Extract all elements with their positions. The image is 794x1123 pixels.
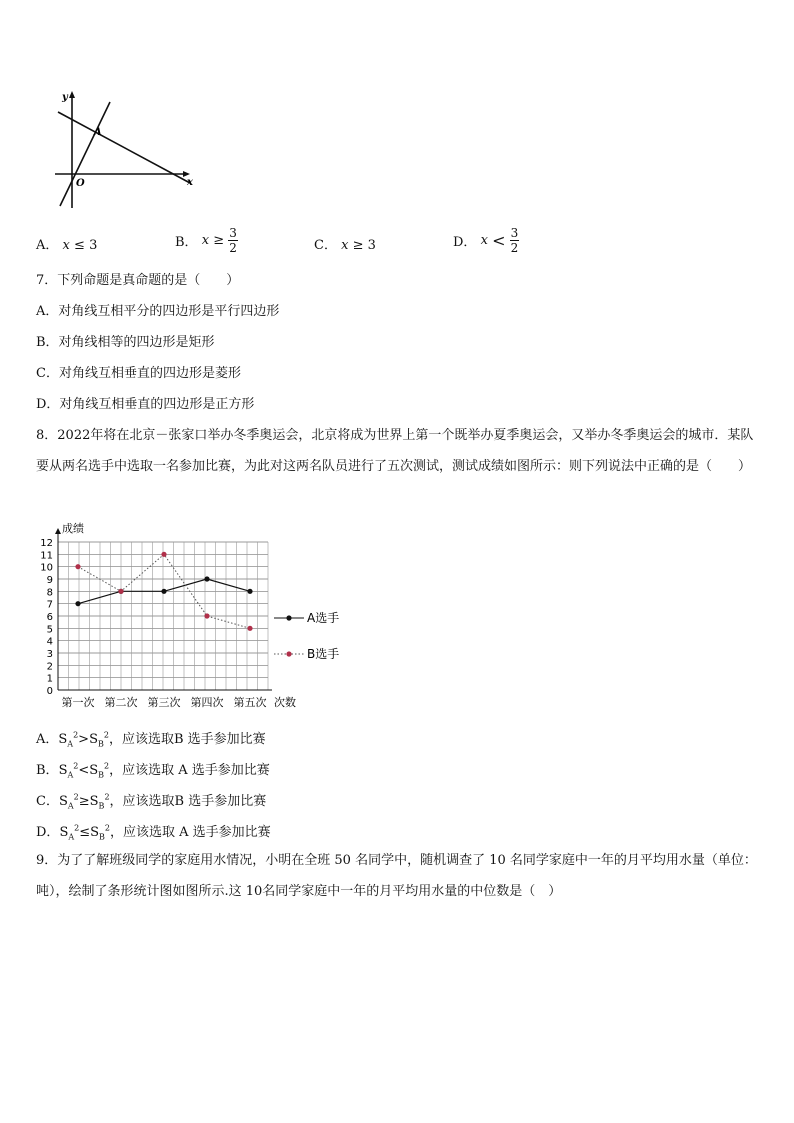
q6-graph: [50, 88, 200, 213]
option-text: ，应该选取B 选手参加比赛: [108, 732, 266, 747]
q6-option-c: [314, 234, 376, 253]
option-letter: D．: [36, 825, 60, 840]
option-letter: B．: [36, 763, 59, 778]
option-text: ，应该选取 A 选手参加比赛: [110, 825, 271, 840]
math-sub: B: [98, 801, 105, 811]
y-axis-label: y: [62, 92, 68, 103]
option-letter: B．: [175, 235, 198, 250]
q6-option-d: [453, 226, 519, 255]
q7-option-b: B．对角线相等的四边形是矩形: [36, 335, 215, 350]
option-letter: A．: [36, 732, 59, 747]
y-tick-label: 0: [46, 686, 53, 697]
math-sup: 2: [73, 792, 79, 802]
origin-label: O: [76, 178, 85, 189]
math-sub: A: [67, 801, 74, 811]
math-rel: ≥: [352, 238, 364, 253]
math-sub: A: [67, 739, 74, 749]
point-a-label: A: [94, 127, 102, 138]
data-point: [204, 613, 209, 618]
option-text: ，应该选取B 选手参加比赛: [109, 794, 267, 809]
math-rel: ≤: [79, 825, 91, 840]
q8-option-a: [36, 728, 266, 749]
q8-option-b: [36, 759, 270, 780]
math-sub: A: [68, 832, 75, 842]
math-var: S: [89, 794, 99, 809]
data-point: [204, 576, 209, 581]
math-var: S: [90, 825, 100, 840]
q7-option-a: A．对角线互相平分的四边形是平行四边形: [36, 304, 280, 319]
q7-option-c: C．对角线互相垂直的四边形是菱形: [36, 366, 241, 381]
math-rel: >: [78, 732, 90, 747]
math-sub: B: [97, 739, 104, 749]
y-tick-label: 7: [46, 599, 53, 611]
math-var: x: [341, 238, 349, 253]
math-rel: ≥: [213, 233, 225, 248]
option-letter: A．: [36, 238, 59, 253]
legend-marker: [286, 651, 291, 656]
math-sub: B: [98, 770, 105, 780]
x-tick-label: 第五次: [233, 696, 267, 709]
math-var: S: [89, 763, 99, 778]
math-sup: 2: [73, 761, 79, 771]
fraction-denominator: 2: [229, 241, 237, 255]
math-sub: B: [99, 832, 105, 842]
math-rel: ≥: [78, 794, 90, 809]
math-rel: <: [492, 231, 506, 250]
y-tick-label: 8: [46, 587, 53, 599]
data-point: [118, 589, 123, 594]
option-text: ，应该选取 A 选手参加比赛: [109, 763, 270, 778]
y-tick-label: 9: [46, 575, 53, 586]
math-var: S: [58, 763, 68, 778]
math-sup: 2: [74, 823, 80, 833]
math-sup: 2: [73, 730, 79, 740]
math-var: S: [89, 732, 98, 747]
legend-label: A选手: [307, 611, 340, 625]
q7-stem: 7．下列命题是真命题的是（ ）: [36, 273, 240, 288]
option-letter: C．: [314, 238, 337, 253]
y-tick-label: 3: [46, 649, 53, 660]
q8-line-chart: [36, 520, 356, 715]
math-sub: A: [67, 770, 74, 780]
y-tick-label: 12: [40, 538, 53, 549]
y-tick-label: 10: [40, 562, 53, 574]
math-sup: 2: [104, 823, 111, 833]
data-point: [75, 564, 80, 569]
math-var: S: [59, 825, 69, 840]
fraction-numerator: 3: [510, 226, 519, 240]
y-tick-label: 11: [40, 550, 53, 562]
y-tick-label: 1: [46, 673, 53, 685]
data-point: [75, 601, 80, 606]
y-tick-label: 5: [46, 624, 53, 636]
legend-label: B选手: [307, 647, 340, 661]
option-letter: D．: [453, 235, 477, 250]
q8-stem: 8．2022年将在北京－张家口举办冬季奥运会，北京将成为世界上第一个既举办夏季奥运会，又举办冬季奥运会的城市．某队要从两名选手中选取一名参加比赛，为此对这两名队员进行了五次测试，测试成绩如图所示：则下列说法中正确的是（ ）: [36, 428, 754, 474]
math-rel: <: [78, 763, 90, 778]
data-point: [161, 589, 166, 594]
math-fraction: [228, 226, 238, 255]
math-value: 3: [367, 238, 376, 253]
math-var: S: [58, 794, 68, 809]
data-point: [247, 589, 252, 594]
math-rel: ≤: [74, 238, 85, 253]
math-var: S: [58, 732, 68, 747]
data-point: [247, 626, 252, 631]
math-sup: 2: [104, 761, 110, 771]
q6-option-a: [36, 234, 97, 253]
q6-option-b: [175, 226, 238, 255]
chart-y-label: 成绩: [62, 522, 84, 535]
x-tick-label: 第三次: [147, 696, 181, 709]
y-tick-label: 2: [46, 661, 53, 673]
y-tick-label: 4: [46, 636, 53, 648]
option-letter: C．: [36, 794, 59, 809]
y-axis-arrow: [55, 528, 61, 534]
math-var: x: [480, 233, 488, 248]
math-value: 3: [89, 238, 98, 253]
x-tick-label: 第四次: [190, 696, 224, 709]
q8-option-d: [36, 821, 271, 842]
q8-option-c: [36, 790, 266, 811]
math-sup: 2: [103, 730, 109, 740]
x-tick-label: 第二次: [104, 696, 138, 709]
math-sup: 2: [104, 792, 110, 802]
x-tick-label: 第一次: [61, 696, 95, 709]
math-var: x: [201, 233, 210, 248]
chart-x-label: 次数: [274, 696, 296, 709]
math-var: x: [62, 238, 70, 253]
q7-option-d: D．对角线互相垂直的四边形是正方形: [36, 397, 255, 412]
y-tick-label: 6: [46, 612, 53, 623]
q9-stem: 9．为了了解班级同学的家庭用水情况，小明在全班 50 名同学中，随机调查了 10 名同学家庭中一年的月平均用水量（单位：吨），绘制了条形统计图如图所示.这 10名同学家庭中一年的月平均用水量的中位数是（ ）: [36, 853, 757, 899]
legend-marker: [286, 615, 291, 620]
math-fraction: [510, 226, 520, 255]
fraction-denominator: 2: [510, 241, 519, 255]
x-axis-label: x: [187, 177, 193, 188]
fraction-numerator: 3: [229, 226, 237, 240]
data-point: [161, 552, 166, 557]
